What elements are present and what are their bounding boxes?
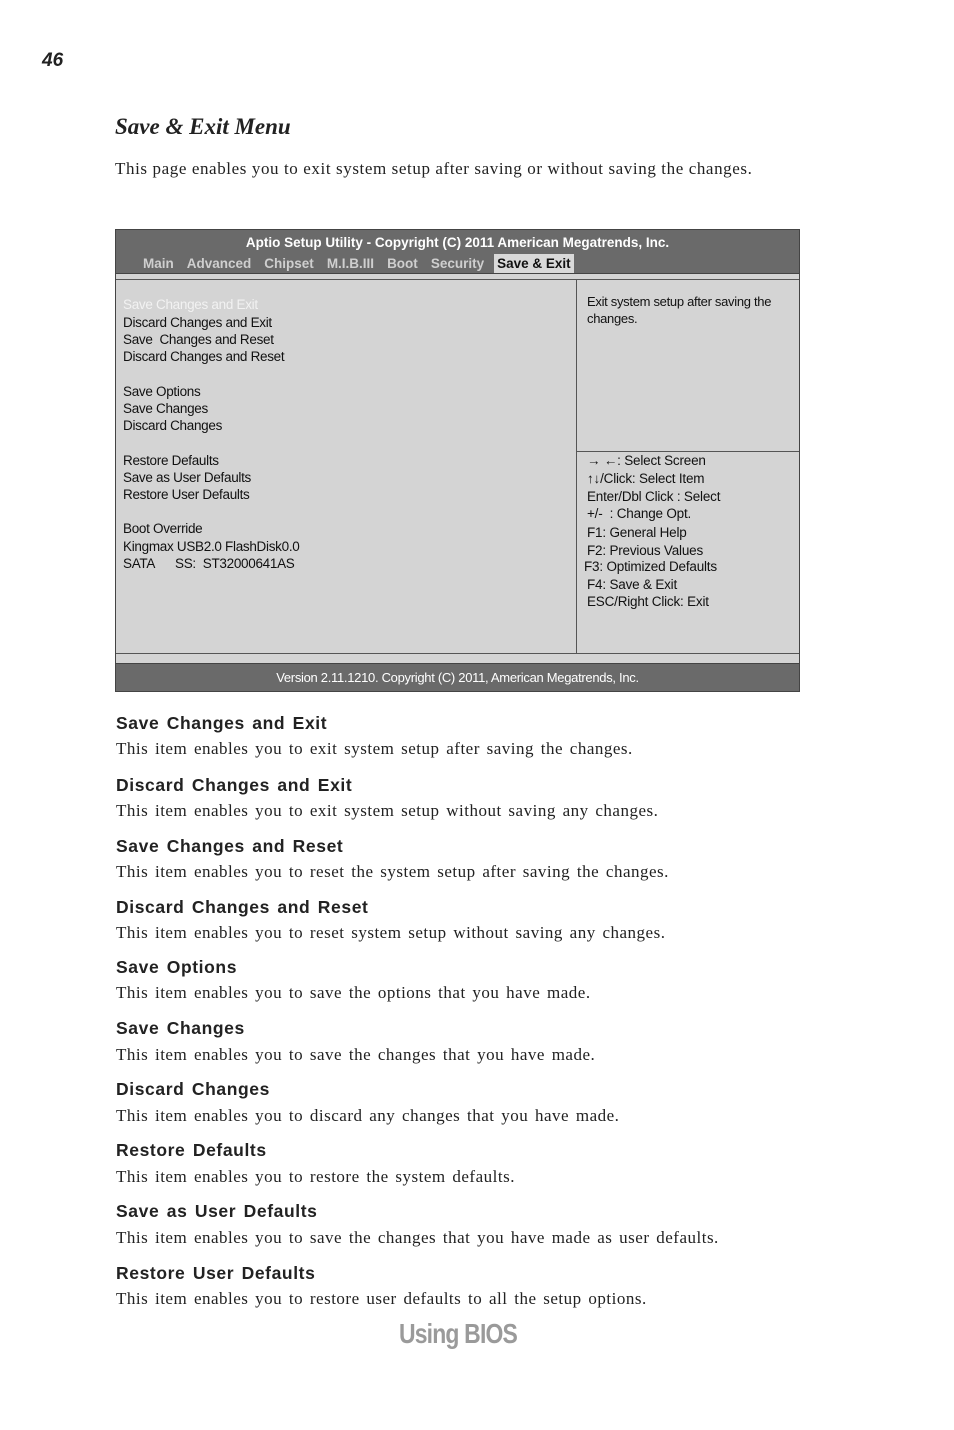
- bios-version: Version 2.11.1210. Copyright (C) 2011, American Megatrends, Inc.: [276, 670, 639, 685]
- desc-title-save-user-defaults: Save as User Defaults: [116, 1201, 318, 1221]
- desc-text-save-changes-reset: This item enables you to reset the system setup after saving the changes.: [116, 862, 669, 881]
- desc-title-save-changes-exit: Save Changes and Exit: [116, 713, 328, 733]
- menu-item-restore-user-defaults[interactable]: Restore User Defaults: [123, 487, 250, 502]
- page-number: 46: [42, 50, 64, 71]
- key-hint-exit: ESC/Right Click: Exit: [587, 594, 709, 609]
- intro-paragraph: This page enables you to exit system setup after saving or without saving the changes.: [115, 159, 753, 178]
- desc-title-save-changes: Save Changes: [116, 1018, 245, 1038]
- desc-title-save-changes-reset: Save Changes and Reset: [116, 836, 344, 856]
- tab-chipset[interactable]: Chipset: [264, 256, 314, 271]
- key-hint-select-screen: → ←: Select Screen: [587, 453, 706, 468]
- bios-title: Aptio Setup Utility - Copyright (C) 2011 American Megatrends, Inc.: [245, 235, 670, 250]
- desc-text-save-user-defaults: This item enables you to save the changes that you have made as user defaults.: [116, 1228, 719, 1247]
- bios-footer: [116, 663, 799, 691]
- desc-title-discard-changes-exit: Discard Changes and Exit: [116, 775, 353, 795]
- desc-title-save-options: Save Options: [116, 957, 238, 977]
- bios-help-divider: [577, 451, 799, 452]
- desc-title-discard-changes-reset: Discard Changes and Reset: [116, 897, 369, 917]
- desc-text-save-changes: This item enables you to save the changes that you have made.: [116, 1045, 596, 1064]
- section-title: Save & Exit Menu: [115, 114, 291, 139]
- bios-help-text: Exit system setup after saving the changes.: [587, 294, 772, 326]
- key-hint-change-opt: +/- : Change Opt.: [587, 506, 692, 521]
- menu-item-discard-changes-reset[interactable]: Discard Changes and Reset: [123, 349, 285, 364]
- key-hint-select-item: ↑↓/Click: Select Item: [587, 471, 705, 486]
- desc-title-restore-user-defaults: Restore User Defaults: [116, 1263, 316, 1283]
- tab-save-exit[interactable]: Save & Exit: [494, 254, 574, 273]
- tab-security[interactable]: Security: [430, 256, 485, 271]
- bios-rule-bottom: [116, 653, 799, 654]
- tab-boot[interactable]: Boot: [387, 256, 418, 271]
- tab-main[interactable]: Main: [143, 256, 174, 271]
- key-hint-optimized-defaults: F3: Optimized Defaults: [584, 559, 717, 574]
- tab-mib[interactable]: M.I.B.III: [326, 256, 375, 271]
- key-hint-save-exit: F4: Save & Exit: [587, 577, 678, 592]
- bios-header: [116, 230, 799, 274]
- menu-item-discard-changes[interactable]: Discard Changes: [123, 418, 223, 433]
- menu-item-discard-changes-exit[interactable]: Discard Changes and Exit: [123, 315, 272, 330]
- menu-item-save-changes[interactable]: Save Changes: [123, 401, 208, 416]
- desc-text-restore-defaults: This item enables you to restore the system defaults.: [116, 1167, 515, 1186]
- menu-item-boot-usb[interactable]: Kingmax USB2.0 FlashDisk0.0: [123, 539, 300, 554]
- key-hint-general-help: F1: General Help: [587, 525, 687, 540]
- bios-menu-panel: [116, 280, 576, 653]
- key-hint-select: Enter/Dbl Click : Select: [587, 489, 721, 504]
- chapter-footer-title: Using BIOS: [398, 1318, 518, 1349]
- desc-text-discard-changes-reset: This item enables you to reset system setup without saving any changes.: [116, 923, 666, 942]
- desc-text-save-changes-exit: This item enables you to exit system setup after saving the changes.: [116, 739, 633, 758]
- menu-item-restore-defaults[interactable]: Restore Defaults: [123, 453, 219, 468]
- menu-item-save-changes-exit[interactable]: Save Changes and Exit: [123, 297, 258, 312]
- menu-item-boot-sata[interactable]: SATA SS: ST32000641AS: [123, 556, 295, 571]
- tab-advanced[interactable]: Advanced: [186, 256, 252, 271]
- menu-item-save-changes-reset[interactable]: Save Changes and Reset: [123, 332, 274, 347]
- bios-tab-bar: [136, 253, 574, 273]
- desc-title-restore-defaults: Restore Defaults: [116, 1140, 267, 1160]
- desc-text-restore-user-defaults: This item enables you to restore user defaults to all the setup options.: [116, 1289, 647, 1308]
- desc-text-save-options: This item enables you to save the options that you have made.: [116, 983, 591, 1002]
- menu-item-boot-override: Boot Override: [123, 521, 203, 536]
- menu-item-save-options: Save Options: [123, 384, 201, 399]
- desc-title-discard-changes: Discard Changes: [116, 1079, 270, 1099]
- key-hint-previous-values: F2: Previous Values: [587, 543, 704, 558]
- bios-screen: [115, 229, 800, 692]
- desc-text-discard-changes-exit: This item enables you to exit system setup without saving any changes.: [116, 801, 659, 820]
- desc-text-discard-changes: This item enables you to discard any changes that you have made.: [116, 1106, 620, 1125]
- bios-vertical-divider: [576, 280, 577, 653]
- menu-item-save-user-defaults[interactable]: Save as User Defaults: [123, 470, 252, 485]
